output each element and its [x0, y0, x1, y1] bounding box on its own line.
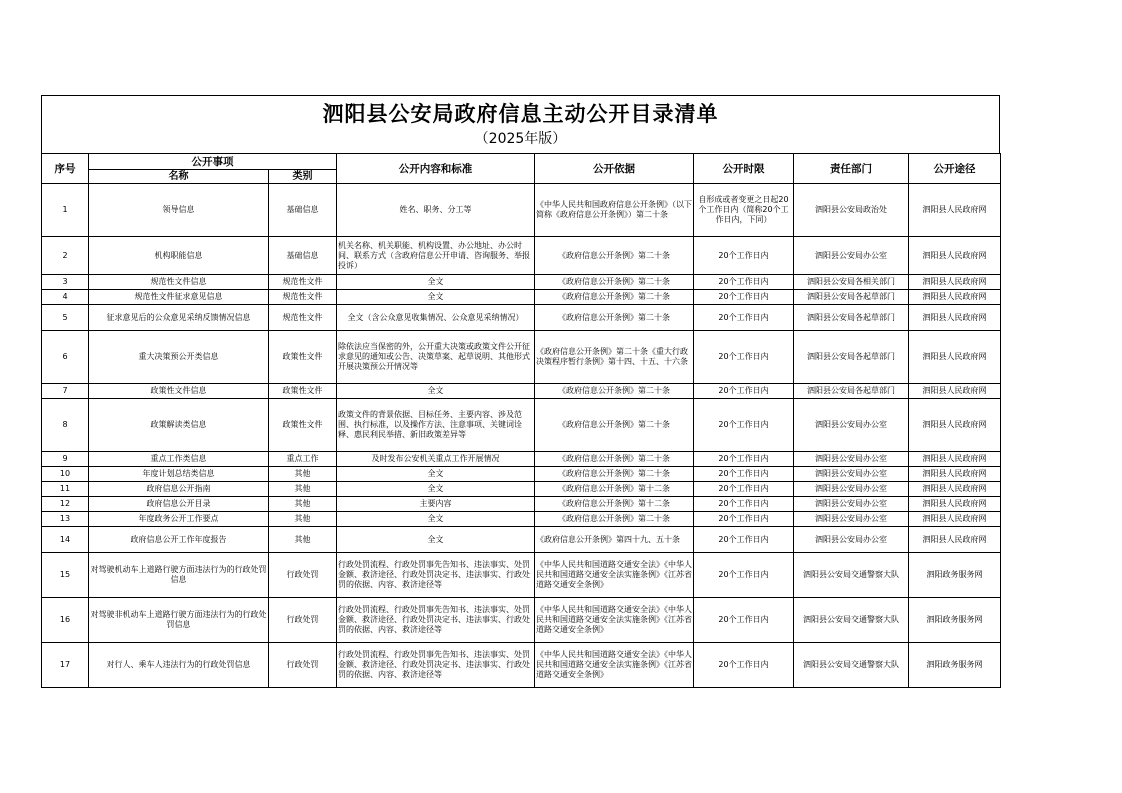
row-name-cell: 政策性文件信息 — [89, 384, 269, 399]
row-content-cell: 全文 — [337, 275, 535, 290]
row-name-cell: 政府信息公开指南 — [89, 482, 269, 497]
row-name-cell: 对驾驶非机动车上道路行驶方面违法行为的行政处罚信息 — [89, 598, 269, 643]
table-row — [42, 290, 1001, 305]
row-category-cell: 规范性文件 — [269, 305, 337, 331]
row-basis-cell: 《政府信息公开条例》第二十条 — [535, 290, 694, 305]
title-block — [41, 95, 1000, 153]
table-row — [42, 331, 1001, 384]
header-category: 类别 — [269, 170, 337, 184]
row-basis-cell: 《政府信息公开条例》第四十九、五十条 — [535, 527, 694, 553]
row-index-cell: 4 — [42, 290, 89, 305]
row-index-cell: 3 — [42, 275, 89, 290]
row-basis-cell: 《政府信息公开条例》第十二条 — [535, 482, 694, 497]
header-time-limit: 公开时限 — [694, 154, 794, 184]
row-time-limit-cell: 20个工作日内 — [694, 305, 794, 331]
row-content-cell: 姓名、职务、分工等 — [337, 184, 535, 237]
row-basis-cell: 《政府信息公开条例》第二十条 — [535, 452, 694, 467]
table-row — [42, 512, 1001, 527]
row-index-cell: 11 — [42, 482, 89, 497]
row-time-limit-cell: 20个工作日内 — [694, 497, 794, 512]
row-category-cell: 政策性文件 — [269, 331, 337, 384]
row-department-cell: 泗阳县公安局办公室 — [794, 482, 909, 497]
row-channel-cell: 泗阳县人民政府网 — [909, 497, 1001, 512]
table-row — [42, 497, 1001, 512]
row-category-cell: 行政处罚 — [269, 598, 337, 643]
catalog-sheet — [41, 95, 1000, 688]
row-content-cell: 行政处罚流程、行政处罚事先告知书、违法事实、处罚金额、救济途径、行政处罚决定书、违法事实、行政处罚的依据、内容、救济途径等 — [337, 643, 535, 688]
row-index-cell: 16 — [42, 598, 89, 643]
table-row — [42, 643, 1001, 688]
row-channel-cell: 泗阳县人民政府网 — [909, 482, 1001, 497]
row-index-cell: 8 — [42, 399, 89, 452]
row-department-cell: 泗阳县公安局政治处 — [794, 184, 909, 237]
row-time-limit-cell: 20个工作日内 — [694, 237, 794, 275]
row-category-cell: 规范性文件 — [269, 275, 337, 290]
row-name-cell: 规范性文件信息 — [89, 275, 269, 290]
row-department-cell: 泗阳县公安局各相关部门 — [794, 275, 909, 290]
row-name-cell: 领导信息 — [89, 184, 269, 237]
row-name-cell: 重点工作类信息 — [89, 452, 269, 467]
row-time-limit-cell: 20个工作日内 — [694, 384, 794, 399]
row-basis-cell: 《政府信息公开条例》第二十条 — [535, 467, 694, 482]
row-index-cell: 15 — [42, 553, 89, 598]
row-name-cell: 对行人、乘车人违法行为的行政处罚信息 — [89, 643, 269, 688]
row-name-cell: 机构职能信息 — [89, 237, 269, 275]
row-channel-cell: 泗阳县人民政府网 — [909, 290, 1001, 305]
row-department-cell: 泗阳县公安局各起草部门 — [794, 305, 909, 331]
row-index-cell: 5 — [42, 305, 89, 331]
row-department-cell: 泗阳县公安局交通警察大队 — [794, 553, 909, 598]
row-department-cell: 泗阳县公安局办公室 — [794, 497, 909, 512]
header-item-group: 公开事项 — [89, 154, 337, 170]
row-content-cell: 全文（含公众意见收集情况、公众意见采纳情况） — [337, 305, 535, 331]
row-content-cell: 除依法应当保密的外，公开重大决策或政策文件公开征求意见的通知或公告、决策草案、起草说明、其他形式开展决策预公开情况等 — [337, 331, 535, 384]
table-row — [42, 527, 1001, 553]
row-name-cell: 重大决策预公开类信息 — [89, 331, 269, 384]
row-basis-cell: 《中华人民共和国道路交通安全法》《中华人民共和国道路交通安全法实施条例》《江苏省道路交通安全条例》 — [535, 598, 694, 643]
row-department-cell: 泗阳县公安局交通警察大队 — [794, 598, 909, 643]
row-content-cell: 主要内容 — [337, 497, 535, 512]
row-time-limit-cell: 20个工作日内 — [694, 598, 794, 643]
row-content-cell: 行政处罚流程、行政处罚事先告知书、违法事实、处罚金额、救济途径、行政处罚决定书、违法事实、行政处罚的依据、内容、救济途径等 — [337, 553, 535, 598]
row-channel-cell: 泗阳县人民政府网 — [909, 452, 1001, 467]
row-time-limit-cell: 20个工作日内 — [694, 643, 794, 688]
table-row — [42, 275, 1001, 290]
row-content-cell: 行政处罚流程、行政处罚事先告知书、违法事实、处罚金额、救济途径、行政处罚决定书、违法事实、行政处罚的依据、内容、救济途径等 — [337, 598, 535, 643]
row-time-limit-cell: 自形成或者变更之日起20个工作日内（简称20个工作日内，下同） — [694, 184, 794, 237]
row-channel-cell: 泗阳县人民政府网 — [909, 305, 1001, 331]
row-category-cell: 行政处罚 — [269, 643, 337, 688]
row-index-cell: 10 — [42, 467, 89, 482]
header-channel: 公开途径 — [909, 154, 1001, 184]
row-channel-cell: 泗阳县人民政府网 — [909, 512, 1001, 527]
row-index-cell: 6 — [42, 331, 89, 384]
row-content-cell: 全文 — [337, 482, 535, 497]
row-category-cell: 其他 — [269, 482, 337, 497]
row-time-limit-cell: 20个工作日内 — [694, 512, 794, 527]
row-category-cell: 政策性文件 — [269, 399, 337, 452]
row-basis-cell: 《中华人民共和国道路交通安全法》《中华人民共和国道路交通安全法实施条例》《江苏省道路交通安全条例》 — [535, 643, 694, 688]
header-basis: 公开依据 — [535, 154, 694, 184]
row-index-cell: 7 — [42, 384, 89, 399]
row-index-cell: 12 — [42, 497, 89, 512]
row-content-cell: 全文 — [337, 384, 535, 399]
row-department-cell: 泗阳县公安局办公室 — [794, 399, 909, 452]
table-row — [42, 384, 1001, 399]
row-name-cell: 政策解读类信息 — [89, 399, 269, 452]
row-time-limit-cell: 20个工作日内 — [694, 452, 794, 467]
row-channel-cell: 泗阳县人民政府网 — [909, 527, 1001, 553]
row-basis-cell: 《政府信息公开条例》第二十条 — [535, 384, 694, 399]
row-category-cell: 重点工作 — [269, 452, 337, 467]
row-basis-cell: 《政府信息公开条例》第二十条《重大行政决策程序暂行条例》第十四、十五、十六条 — [535, 331, 694, 384]
row-content-cell: 机关名称、机关职能、机构设置、办公地址、办公时间、联系方式（含政府信息公开申请、咨询服务、举报投诉） — [337, 237, 535, 275]
row-category-cell: 规范性文件 — [269, 290, 337, 305]
row-name-cell: 政府信息公开工作年度报告 — [89, 527, 269, 553]
row-basis-cell: 《政府信息公开条例》第十二条 — [535, 497, 694, 512]
row-index-cell: 13 — [42, 512, 89, 527]
row-channel-cell: 泗阳县人民政府网 — [909, 275, 1001, 290]
row-channel-cell: 泗阳县人民政府网 — [909, 184, 1001, 237]
row-name-cell: 对驾驶机动车上道路行驶方面违法行为的行政处罚信息 — [89, 553, 269, 598]
row-category-cell: 行政处罚 — [269, 553, 337, 598]
row-content-cell: 全文 — [337, 467, 535, 482]
row-index-cell: 9 — [42, 452, 89, 467]
row-department-cell: 泗阳县公安局各起草部门 — [794, 290, 909, 305]
row-department-cell: 泗阳县公安局各起草部门 — [794, 384, 909, 399]
row-content-cell: 及时发布公安机关重点工作开展情况 — [337, 452, 535, 467]
row-time-limit-cell: 20个工作日内 — [694, 290, 794, 305]
row-time-limit-cell: 20个工作日内 — [694, 399, 794, 452]
row-department-cell: 泗阳县公安局办公室 — [794, 452, 909, 467]
table-row — [42, 553, 1001, 598]
row-content-cell: 全文 — [337, 527, 535, 553]
table-row — [42, 482, 1001, 497]
table-row — [42, 467, 1001, 482]
row-channel-cell: 泗阳县人民政府网 — [909, 399, 1001, 452]
table-row — [42, 184, 1001, 237]
row-name-cell: 政府信息公开目录 — [89, 497, 269, 512]
row-index-cell: 14 — [42, 527, 89, 553]
row-time-limit-cell: 20个工作日内 — [694, 527, 794, 553]
header-content: 公开内容和标准 — [337, 154, 535, 184]
row-channel-cell: 泗阳政务服务网 — [909, 553, 1001, 598]
row-name-cell: 年度政务公开工作要点 — [89, 512, 269, 527]
row-channel-cell: 泗阳政务服务网 — [909, 598, 1001, 643]
row-category-cell: 政策性文件 — [269, 384, 337, 399]
row-department-cell: 泗阳县公安局交通警察大队 — [794, 643, 909, 688]
row-category-cell: 其他 — [269, 512, 337, 527]
row-index-cell: 1 — [42, 184, 89, 237]
row-content-cell: 全文 — [337, 290, 535, 305]
document-edition: （2025年版） — [474, 131, 567, 147]
row-channel-cell: 泗阳县人民政府网 — [909, 384, 1001, 399]
row-name-cell: 征求意见后的公众意见采纳反馈情况信息 — [89, 305, 269, 331]
row-category-cell: 其他 — [269, 467, 337, 482]
row-basis-cell: 《政府信息公开条例》第二十条 — [535, 305, 694, 331]
table-row — [42, 305, 1001, 331]
row-channel-cell: 泗阳县人民政府网 — [909, 467, 1001, 482]
row-department-cell: 泗阳县公安局办公室 — [794, 237, 909, 275]
row-department-cell: 泗阳县公安局办公室 — [794, 467, 909, 482]
table-row — [42, 399, 1001, 452]
header-name: 名称 — [89, 170, 269, 184]
row-basis-cell: 《政府信息公开条例》第二十条 — [535, 237, 694, 275]
row-index-cell: 2 — [42, 237, 89, 275]
row-basis-cell: 《中华人民共和国政府信息公开条例》（以下简称《政府信息公开条例》）第二十条 — [535, 184, 694, 237]
row-category-cell: 其他 — [269, 497, 337, 512]
table-row — [42, 452, 1001, 467]
header-department: 责任部门 — [794, 154, 909, 184]
row-basis-cell: 《政府信息公开条例》第二十条 — [535, 399, 694, 452]
row-category-cell: 基础信息 — [269, 237, 337, 275]
row-time-limit-cell: 20个工作日内 — [694, 331, 794, 384]
row-channel-cell: 泗阳政务服务网 — [909, 643, 1001, 688]
row-time-limit-cell: 20个工作日内 — [694, 482, 794, 497]
catalog-table — [41, 153, 1001, 688]
row-name-cell: 规范性文件征求意见信息 — [89, 290, 269, 305]
row-department-cell: 泗阳县公安局各起草部门 — [794, 331, 909, 384]
row-basis-cell: 《政府信息公开条例》第二十条 — [535, 275, 694, 290]
row-time-limit-cell: 20个工作日内 — [694, 275, 794, 290]
row-category-cell: 其他 — [269, 527, 337, 553]
row-basis-cell: 《政府信息公开条例》第二十条 — [535, 512, 694, 527]
table-row — [42, 598, 1001, 643]
row-content-cell: 政策文件的背景依据、目标任务、主要内容、涉及范围、执行标准，以及操作方法、注意事项、关键词诠释、惠民利民举措、新旧政策差异等 — [337, 399, 535, 452]
row-time-limit-cell: 20个工作日内 — [694, 467, 794, 482]
row-basis-cell: 《中华人民共和国道路交通安全法》《中华人民共和国道路交通安全法实施条例》《江苏省道路交通安全条例》 — [535, 553, 694, 598]
row-channel-cell: 泗阳县人民政府网 — [909, 237, 1001, 275]
row-index-cell: 17 — [42, 643, 89, 688]
row-department-cell: 泗阳县公安局办公室 — [794, 527, 909, 553]
table-row — [42, 237, 1001, 275]
row-name-cell: 年度计划总结类信息 — [89, 467, 269, 482]
row-time-limit-cell: 20个工作日内 — [694, 553, 794, 598]
header-index: 序号 — [42, 154, 89, 184]
document-title: 泗阳县公安局政府信息主动公开目录清单 — [322, 101, 719, 126]
row-channel-cell: 泗阳县人民政府网 — [909, 331, 1001, 384]
row-category-cell: 基础信息 — [269, 184, 337, 237]
row-content-cell: 全文 — [337, 512, 535, 527]
row-department-cell: 泗阳县公安局办公室 — [794, 512, 909, 527]
